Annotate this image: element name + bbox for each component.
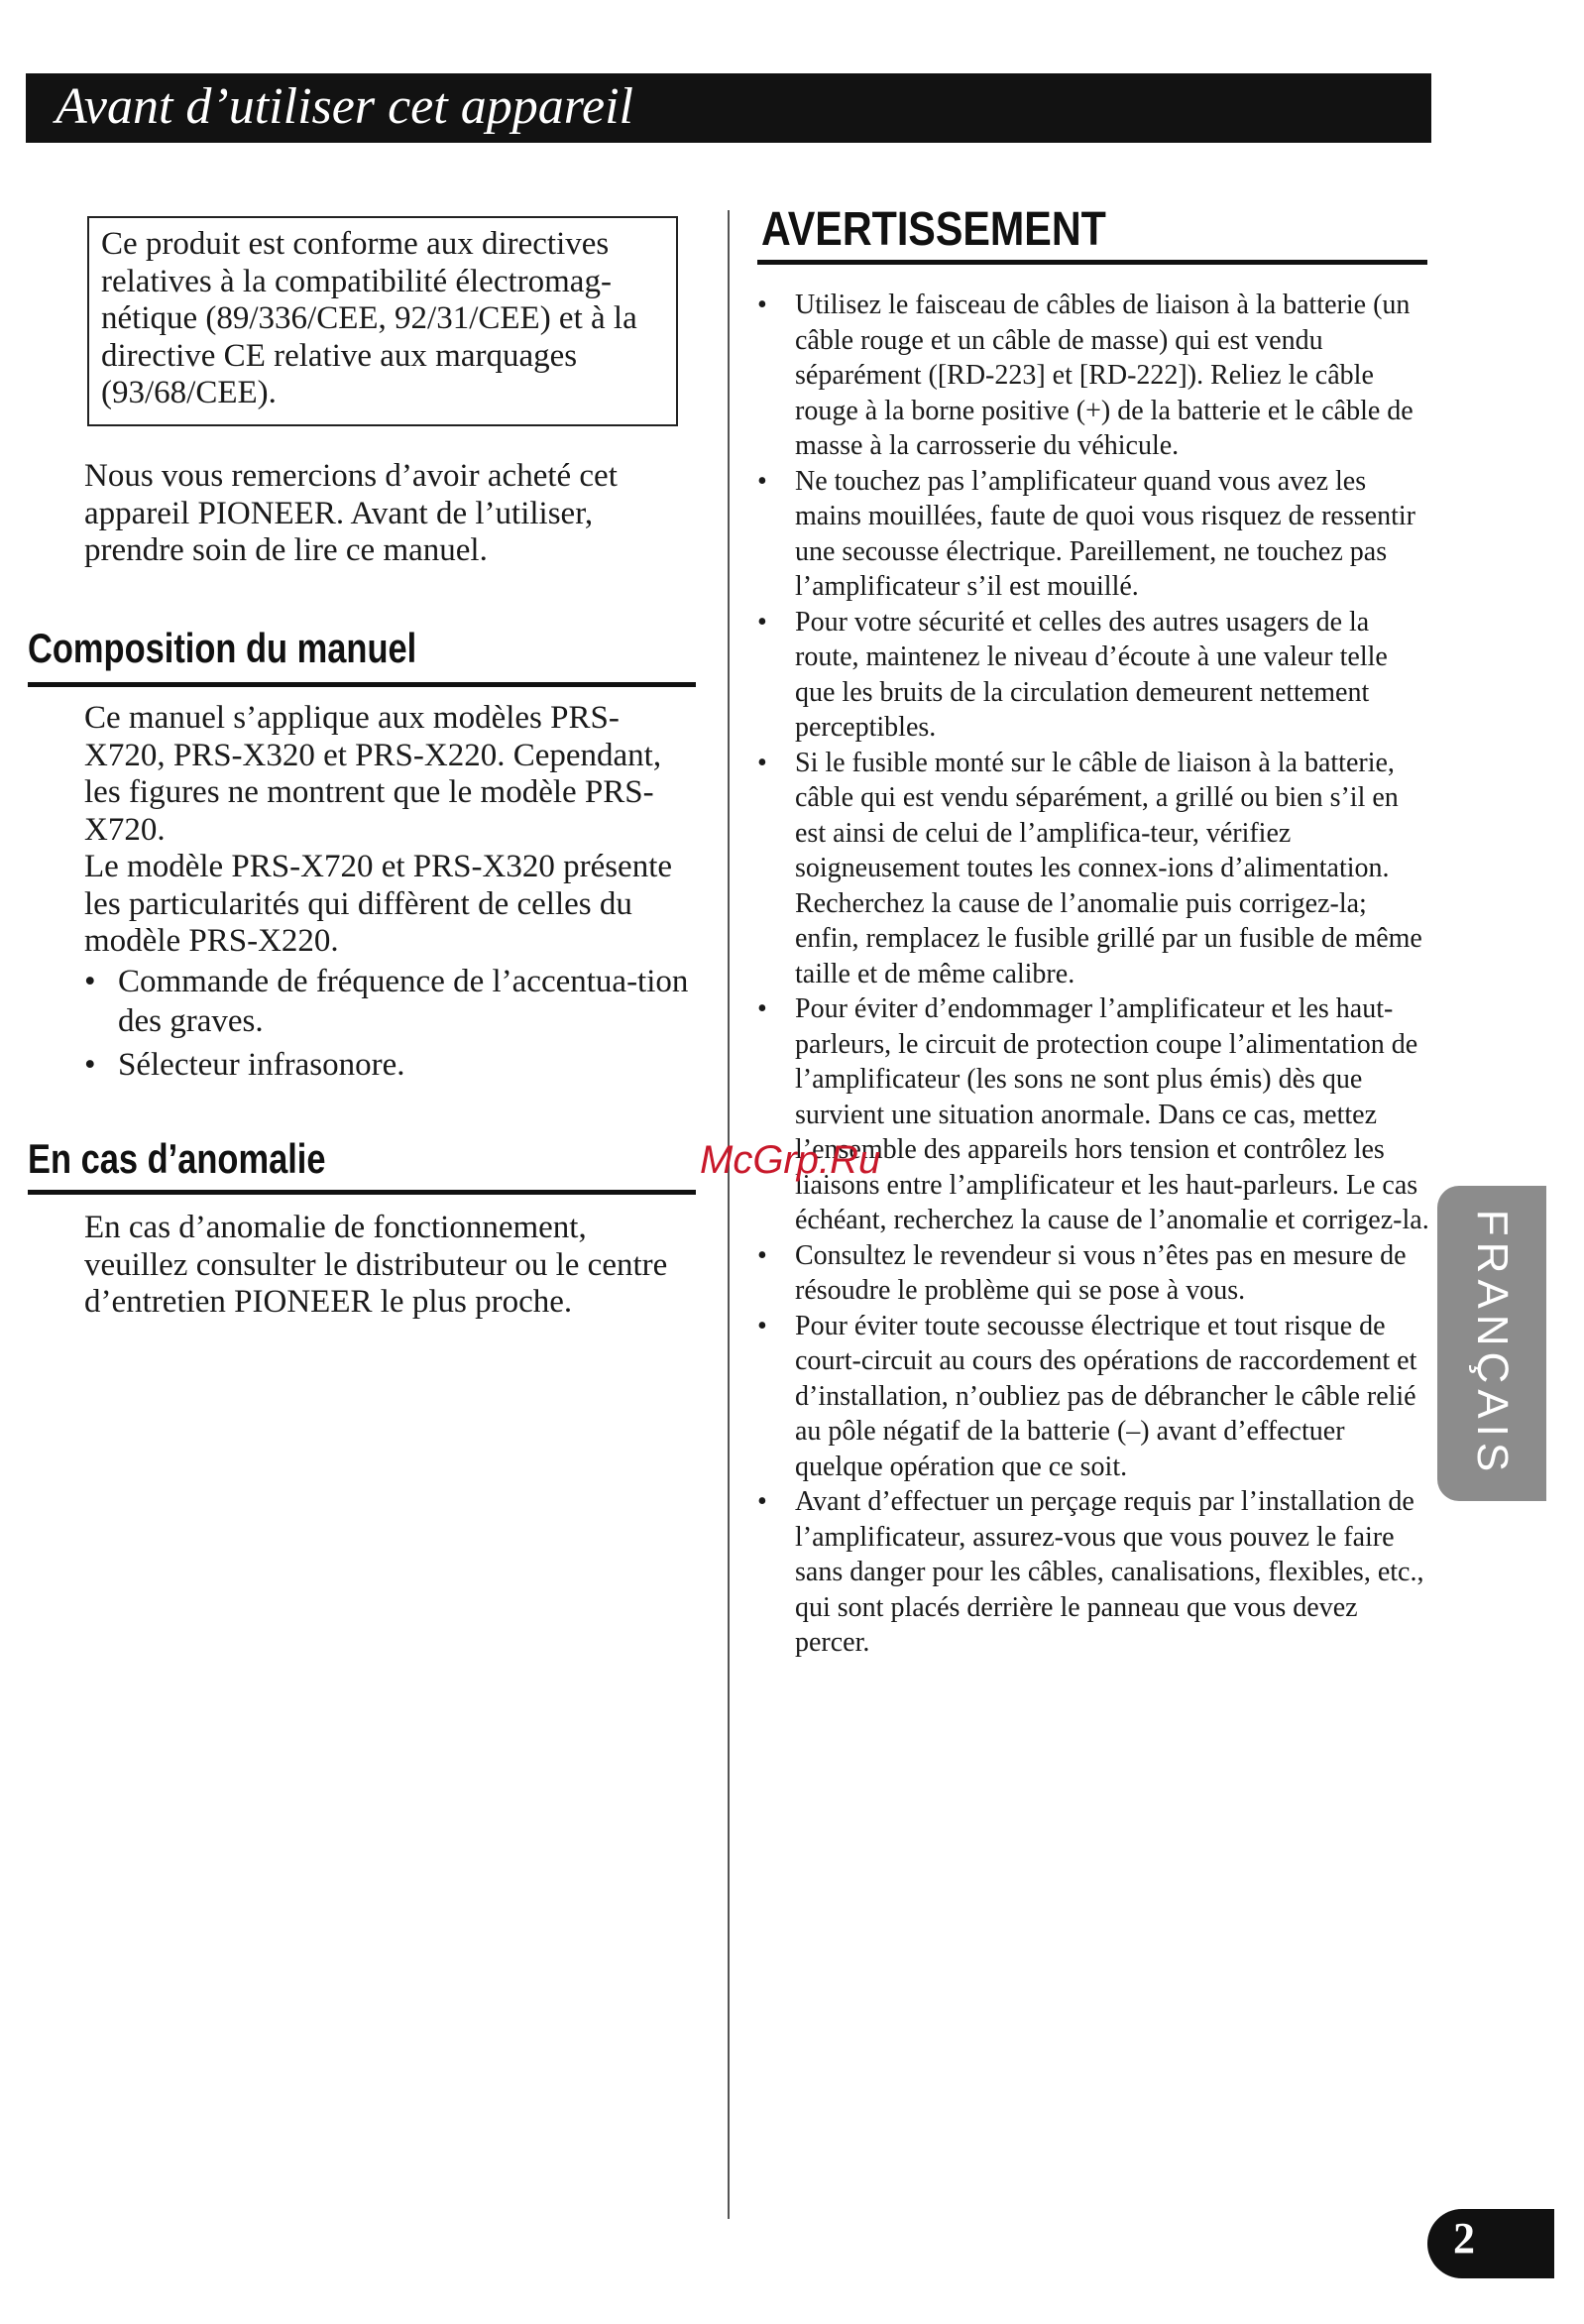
list-item: • Commande de fréquence de l’accentua-tion des graves.: [84, 962, 699, 1041]
intro-paragraph: Nous vous remercions d’avoir acheté cet appareil PIONEER. Avant de l’utiliser, prendre soin de lire ce manuel.: [84, 458, 618, 568]
warning-list: [753, 288, 1429, 1661]
title-bar: [26, 73, 1431, 143]
anomalie-rule: [28, 1190, 696, 1195]
anomalie-heading: En cas d’anomalie: [28, 1135, 326, 1182]
page-number: 2: [1453, 2214, 1475, 2263]
anomalie-text: En cas d’anomalie de fonctionnement, veuillez consulter le distributeur ou le centre d’entretien PIONEER le plus proche.: [84, 1210, 668, 1320]
list-item: • Pour éviter d’endommager l’amplificateur et les haut-parleurs, le circuit de protection coupe l’alimentation de l’amplificateur (les sons ne sont plus émis) dès que survient une situation anormale. Dans ce cas, mettez l’ensemble des appareils hors tension et contrôlez les liaisons entre l’amplificateur et les haut-parleurs. Le cas échéant, recherchez la cause de l’anomalie et corrigez-la.: [753, 991, 1429, 1238]
list-item: • Pour votre sécurité et celles des autres usagers de la route, maintenez le niveau d’écoute à une valeur telle que les bruits de la circulation demeurent nettement perceptibles.: [753, 605, 1429, 746]
watermark: McGrp.Ru: [700, 1138, 881, 1182]
composition-text-2: Le modèle PRS-X720 et PRS-X320 présente les particularités qui diffèrent de celles du modèle PRS-X220.: [84, 849, 673, 959]
warning-heading: AVERTISSEMENT: [761, 203, 1106, 256]
list-item: • Pour éviter toute secousse électrique et tout risque de court-circuit au cours des opérations de raccordement et d’installation, n’oubliez pas de débrancher le câble relié au pôle négatif de la batterie (–) avant d’effectuer quelque opération que ce soit.: [753, 1309, 1429, 1485]
warning-rule: [757, 260, 1427, 265]
page-title: Avant d’utiliser cet appareil: [56, 78, 633, 135]
composition-feature-list: [84, 962, 699, 1089]
composition-text-1: Ce manuel s’applique aux modèles PRS-X720, PRS-X320 et PRS-X220. Cependant, les figures ne montrent que le modèle PRS-X720.: [84, 700, 662, 848]
list-item: • Consultez le revendeur si vous n’êtes pas en mesure de résoudre le problème qui se pose à vous.: [753, 1238, 1429, 1309]
list-item: • Si le fusible monté sur le câble de liaison à la batterie, câble qui est vendu séparément, a grillé ou bien s’il en est ainsi de celui de l’amplifica-teur, vérifiez soigneusement toutes les connex-ions d’alimentation. Recherchez la cause de l’anomalie puis corrigez-la; enfin, remplacez le fusible grillé par un fusible de même taille et de même calibre.: [753, 746, 1429, 992]
list-item: • Sélecteur infrasonore.: [84, 1045, 699, 1085]
composition-heading: Composition du manuel: [28, 625, 417, 671]
list-item: • Avant d’effectuer un perçage requis par l’installation de l’amplificateur, assurez-vous que vous pouvez le faire sans danger pour les câbles, canalisations, flexibles, etc., qui sont placés derrière le panneau que vous devez percer.: [753, 1484, 1429, 1661]
language-tab: [1437, 1186, 1546, 1501]
column-divider: [728, 210, 730, 2219]
list-item: • Utilisez le faisceau de câbles de liaison à la batterie (un câble rouge et un câble de masse) qui est vendu séparément ([RD-223] et [RD-222]). Reliez le câble rouge à la borne positive (+) de la batterie et le câble de masse à la carrosserie du véhicule.: [753, 288, 1429, 464]
list-item: • Ne touchez pas l’amplificateur quand vous avez les mains mouillées, faute de quoi vous risquez de ressentir une secousse électrique. Pareillement, ne touchez pas l’amplificateur s’il est mouillé.: [753, 464, 1429, 605]
language-tab-label: FRANÇAIS: [1468, 1209, 1517, 1478]
page-number-badge: [1427, 2209, 1554, 2278]
ce-compliance-notice: Ce produit est conforme aux directives relatives à la compatibilité électromag-nétique (89/336/CEE, 92/31/CEE) et à la directive CE relative aux marquages (93/68/CEE).: [87, 216, 678, 426]
composition-rule: [28, 682, 696, 687]
